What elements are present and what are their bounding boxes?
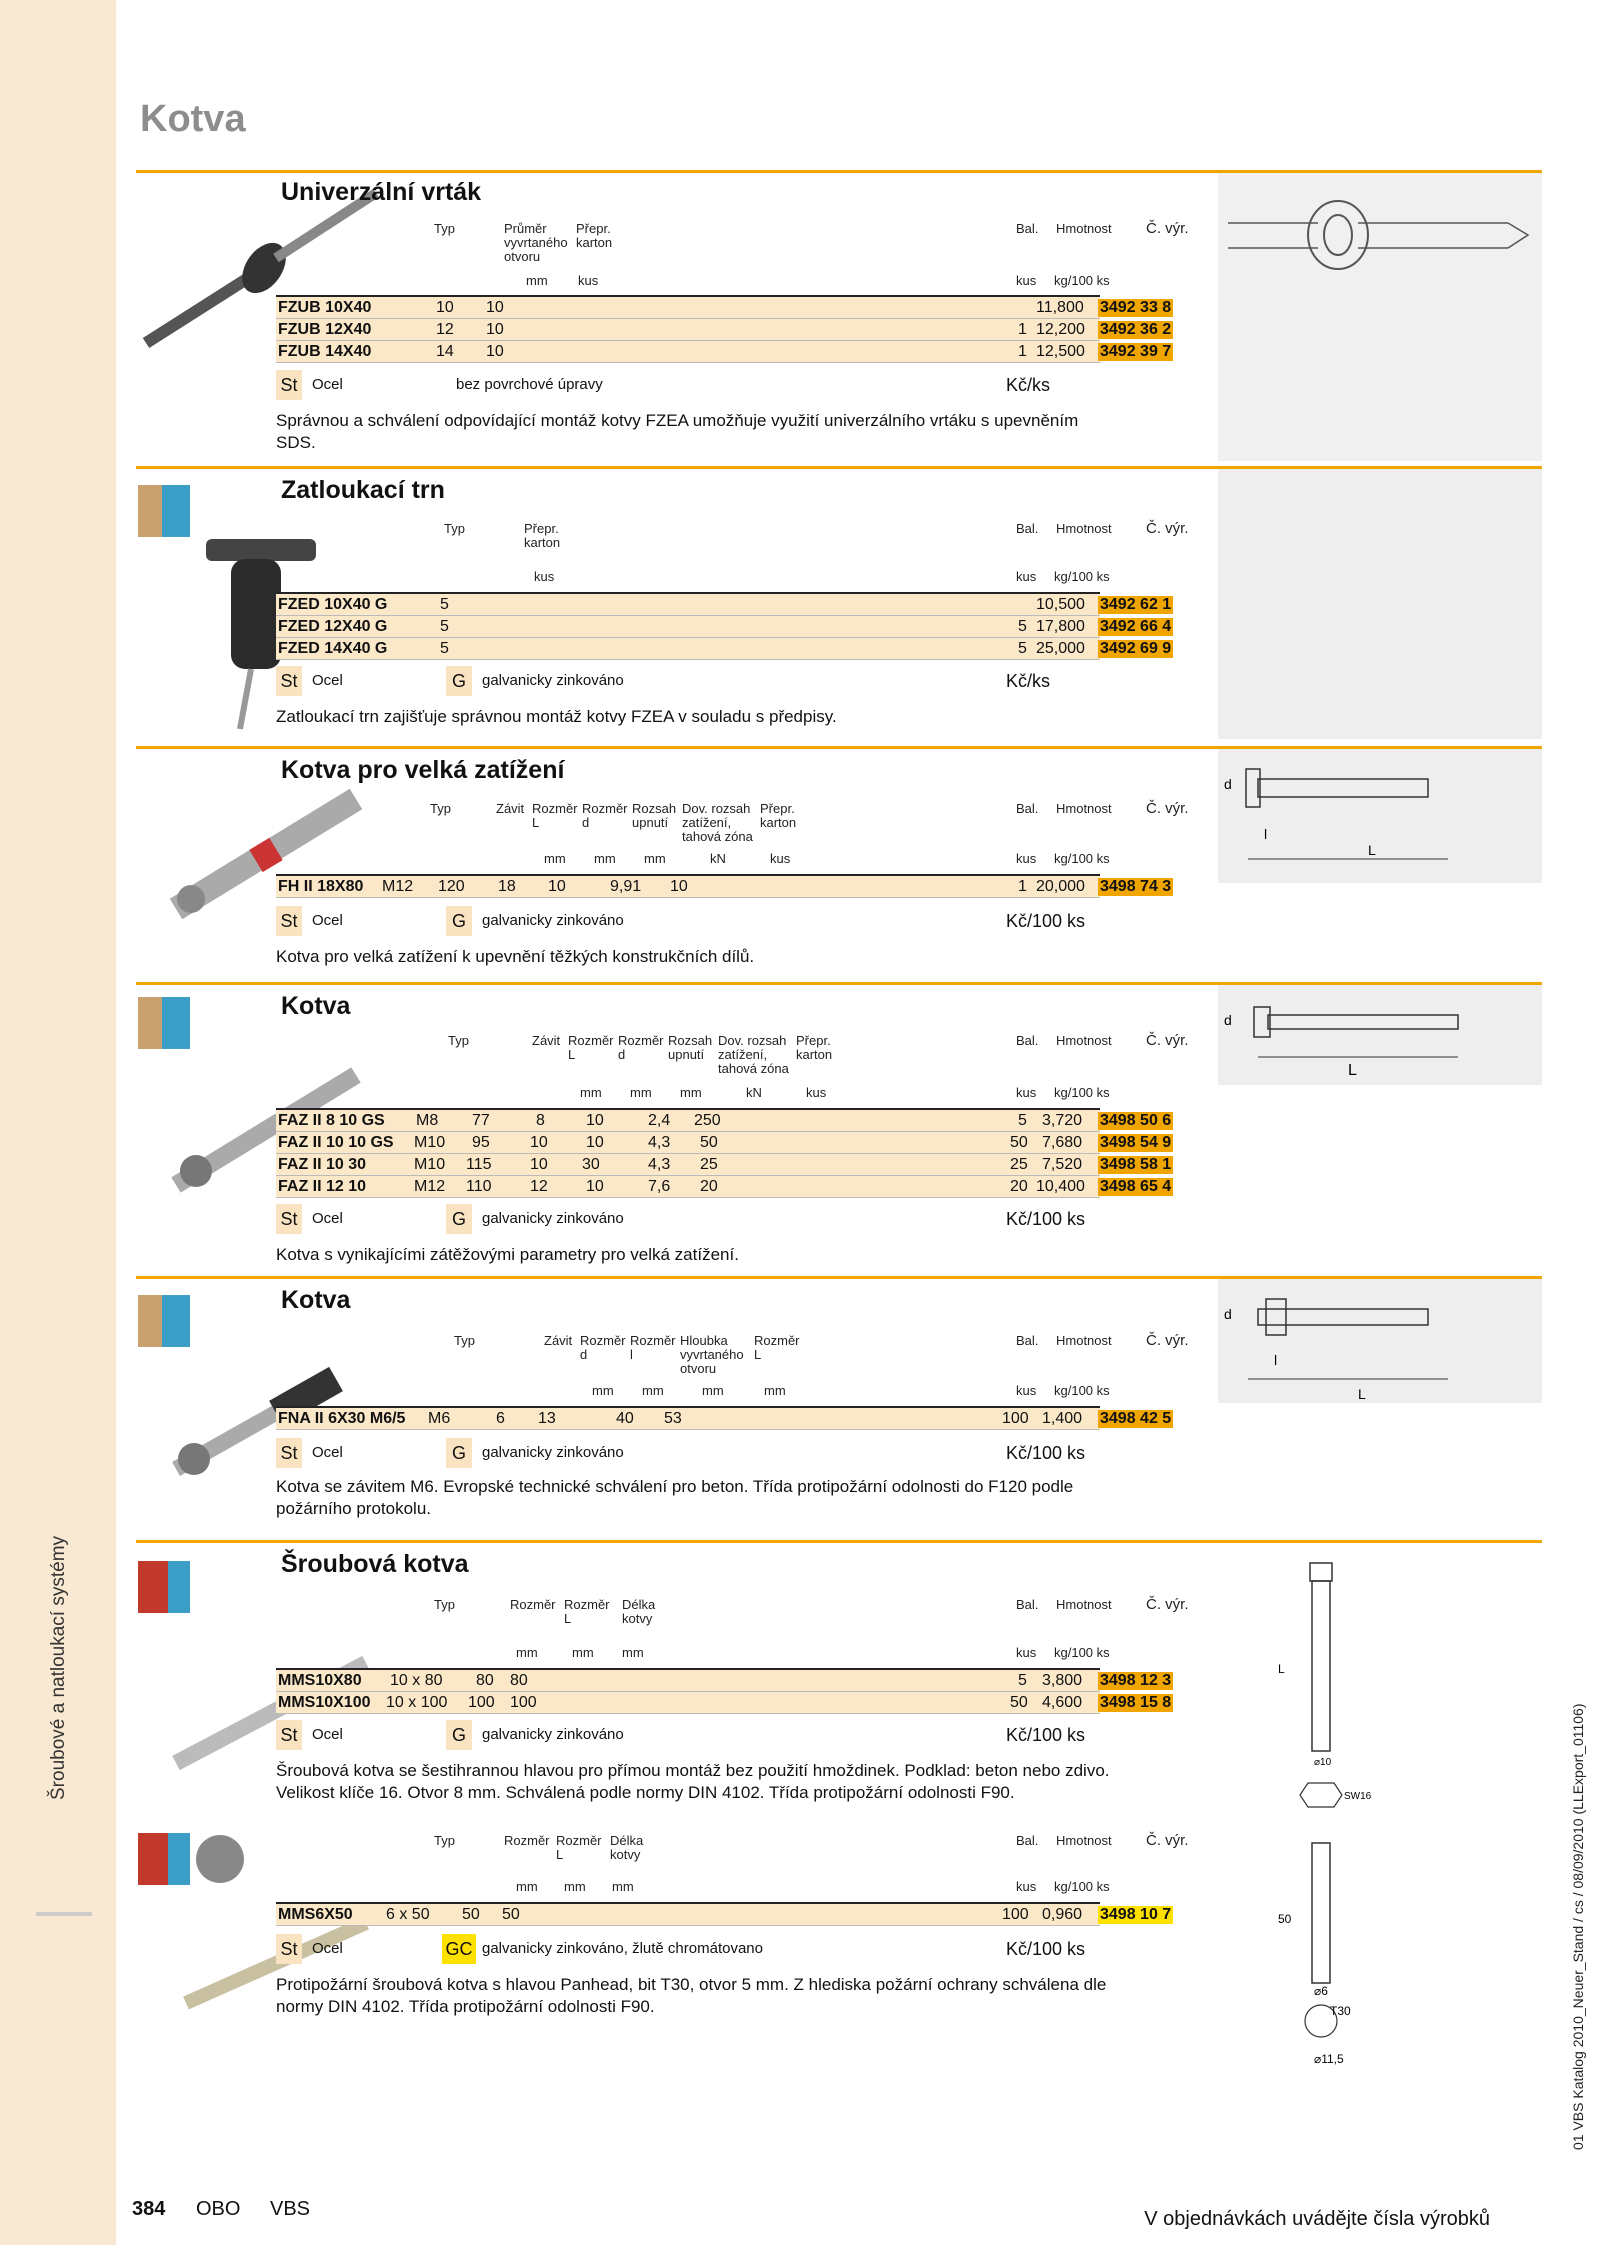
sidebar-marker bbox=[36, 1912, 92, 1916]
unit-kg: kg/100 ks bbox=[1054, 1383, 1110, 1398]
material-text: Ocel bbox=[312, 376, 343, 393]
col-cislo: Č. výr. bbox=[1146, 520, 1189, 537]
material-line bbox=[276, 370, 1100, 404]
unit-kus: kus bbox=[534, 569, 555, 584]
col-cislo: Č. výr. bbox=[1146, 1332, 1189, 1349]
unit-kg: kg/100 ks bbox=[1054, 569, 1110, 584]
surface-text: bez povrchové úpravy bbox=[456, 376, 603, 393]
material-badge: St bbox=[276, 370, 302, 400]
price-unit: Kč/ks bbox=[1006, 375, 1051, 395]
section-title: Kotva pro velká zatížení bbox=[281, 756, 565, 784]
material-badge: St bbox=[276, 666, 302, 696]
col-cislo: Č. výr. bbox=[1146, 1032, 1189, 1049]
dim-label: ⌀6 bbox=[1314, 1984, 1328, 1998]
table-row: MMS10X80 10 x 80 80 80 5 3,800 3498 12 3 bbox=[276, 1670, 1100, 1692]
sidebar-category-label: Šroubové a natloukací systémy bbox=[48, 1535, 69, 1800]
unit-kus: kus bbox=[1016, 1085, 1037, 1100]
table-row: FZED 10X40 G 5 10,500 3492 62 1 bbox=[276, 594, 1100, 616]
col-bal: Bal. bbox=[1016, 1333, 1039, 1348]
unit-mm: mm bbox=[680, 1085, 702, 1100]
col-typ: Typ bbox=[454, 1333, 475, 1348]
surface-badge: GC bbox=[442, 1934, 476, 1964]
product-description: Správnou a schválení odpovídající montáž kotvy FZEA umožňuje využití univerzálního vrtáku s upevněním SDS. bbox=[276, 411, 1079, 452]
unit-mm: mm bbox=[630, 1085, 652, 1100]
col-dov-rozsah: Dov. rozsah zatížení, tahová zóna bbox=[682, 801, 753, 844]
table-row: FZED 14X40 G 5 5 25,000 3492 69 9 bbox=[276, 638, 1100, 660]
dim-label: ⌀10 bbox=[1314, 1757, 1332, 1768]
material-badge: St bbox=[276, 1204, 302, 1234]
material-text: Ocel bbox=[312, 1940, 343, 1957]
col-prumer: Průměr vyvrtaného otvoru bbox=[504, 221, 568, 264]
col-rozmer-L: Rozměr L bbox=[532, 801, 578, 830]
col-karton: Přepr. karton bbox=[796, 1033, 833, 1062]
col-rozmer: Rozměr bbox=[510, 1597, 556, 1612]
unit-mm: mm bbox=[644, 851, 666, 866]
col-bal: Bal. bbox=[1016, 1833, 1039, 1848]
surface-badge: G bbox=[446, 1720, 472, 1750]
dim-label: L bbox=[1278, 1662, 1285, 1676]
col-bal: Bal. bbox=[1016, 221, 1039, 236]
unit-mm: mm bbox=[702, 1383, 724, 1398]
unit-mm: mm bbox=[580, 1085, 602, 1100]
table-row: FAZ II 10 30 M10 115 10 30 4,3 25 25 7,520 3498 58 1 bbox=[276, 1154, 1100, 1176]
material-line bbox=[276, 1204, 1100, 1238]
section-kotva-velka-zatizeni bbox=[136, 746, 1542, 978]
surface-text: galvanicky zinkováno bbox=[482, 912, 624, 929]
price-unit: Kč/ks bbox=[1006, 671, 1051, 691]
col-dov-rozsah: Dov. rozsah zatížení, tahová zóna bbox=[718, 1033, 789, 1076]
col-hmotnost: Hmotnost bbox=[1056, 1597, 1112, 1612]
table-row: FAZ II 8 10 GS M8 77 8 10 2,4 250 5 3,720 3498 50 6 bbox=[276, 1110, 1100, 1132]
dim-label: ⌀11,5 bbox=[1314, 2052, 1344, 2066]
col-hmotnost: Hmotnost bbox=[1056, 1333, 1112, 1348]
catalog-export-label: 01 VBS Katalog 2010_Neuer_Stand / cs / 08/09/2010 (LLExport_01106) bbox=[1570, 1703, 1586, 2150]
col-delka: Délka kotvy bbox=[622, 1597, 656, 1626]
col-rozmer-L: Rozměr L bbox=[754, 1333, 800, 1362]
price-unit: Kč/100 ks bbox=[1006, 1443, 1086, 1463]
material-badge: St bbox=[276, 1720, 302, 1750]
col-zavit: Závit bbox=[544, 1333, 573, 1348]
dim-label: T30 bbox=[1330, 2004, 1351, 2018]
col-cislo: Č. výr. bbox=[1146, 800, 1189, 817]
dim-label: d bbox=[1224, 776, 1232, 792]
wedge-anchor-drawing-icon bbox=[1218, 985, 1542, 1085]
material-line bbox=[276, 666, 1100, 700]
col-typ: Typ bbox=[434, 1597, 455, 1612]
unit-kus: kus bbox=[578, 273, 599, 288]
dim-label: 50 bbox=[1278, 1912, 1292, 1926]
unit-kn: kN bbox=[710, 851, 726, 866]
col-karton: Přepr. karton bbox=[760, 801, 797, 830]
col-hloubka: Hloubka vyvrtaného otvoru bbox=[680, 1333, 744, 1376]
unit-kg: kg/100 ks bbox=[1054, 1085, 1110, 1100]
dim-label: l bbox=[1274, 1352, 1278, 1368]
product-description: Zatloukací trn zajišťuje správnou montáž kotvy FZEA v souladu s předpisy. bbox=[276, 707, 837, 726]
dim-label: L bbox=[1358, 1386, 1366, 1402]
unit-mm: mm bbox=[642, 1383, 664, 1398]
series-label: VBS bbox=[270, 2198, 311, 2220]
material-text: Ocel bbox=[312, 672, 343, 689]
unit-mm: mm bbox=[612, 1879, 634, 1894]
material-badge: St bbox=[276, 906, 302, 936]
col-hmotnost: Hmotnost bbox=[1056, 221, 1112, 236]
surface-badge: G bbox=[446, 906, 472, 936]
product-description: Šroubová kotva se šestihrannou hlavou pro přímou montáž bez použití hmoždinek. Podklad: beton nebo zdivo. Velikost klíče 16. Otvor 8 mm. Schválená podle normy DIN 4102. Třída protipožární odolnosti F90. bbox=[276, 1761, 1110, 1802]
surface-text: galvanicky zinkováno, žlutě chromátovano bbox=[482, 1940, 763, 1957]
col-hmotnost: Hmotnost bbox=[1056, 801, 1112, 816]
table-row: FZUB 10X40 10 10 11,800 3492 33 8 bbox=[276, 297, 1100, 319]
unit-mm: mm bbox=[594, 851, 616, 866]
table-row: FAZ II 10 10 GS M10 95 10 10 4,3 50 50 7,680 3498 54 9 bbox=[276, 1132, 1100, 1154]
surface-text: galvanicky zinkováno bbox=[482, 1444, 624, 1461]
brand-label: OBO bbox=[196, 2198, 241, 2220]
col-typ: Typ bbox=[430, 801, 451, 816]
product-table bbox=[276, 1668, 1172, 1714]
col-hmotnost: Hmotnost bbox=[1056, 1833, 1112, 1848]
table-row: FZUB 14X40 14 10 1 12,500 3492 39 7 bbox=[276, 341, 1100, 363]
col-cislo: Č. výr. bbox=[1146, 220, 1189, 237]
col-rozmer-L: Rozměr L bbox=[568, 1033, 614, 1062]
technical-drawing bbox=[1218, 985, 1542, 1085]
dim-label: d bbox=[1224, 1306, 1232, 1322]
col-rozmer-L: Rozměr L bbox=[556, 1833, 602, 1862]
unit-mm: mm bbox=[516, 1879, 538, 1894]
technical-drawing bbox=[1218, 173, 1542, 461]
product-table bbox=[276, 1108, 1172, 1198]
dim-label: SW16 bbox=[1344, 1791, 1372, 1802]
surface-text: galvanicky zinkováno bbox=[482, 1210, 624, 1227]
section-zatloukaci-trn bbox=[136, 466, 1542, 742]
unit-kus: kus bbox=[1016, 851, 1037, 866]
product-description: Kotva s vynikajícími zátěžovými parametry pro velká zatížení. bbox=[276, 1245, 739, 1264]
technical-drawing bbox=[1218, 1543, 1542, 2083]
section-univerzalni-vrtak bbox=[136, 170, 1542, 462]
unit-kg: kg/100 ks bbox=[1054, 1879, 1110, 1894]
col-hmotnost: Hmotnost bbox=[1056, 521, 1112, 536]
section-title: Kotva bbox=[281, 992, 351, 1020]
technical-drawing bbox=[1218, 1279, 1542, 1403]
unit-kg: kg/100 ks bbox=[1054, 1645, 1110, 1660]
material-badge: St bbox=[276, 1438, 302, 1468]
drill-drawing-icon bbox=[1218, 173, 1542, 461]
surface-badge: G bbox=[446, 1204, 472, 1234]
section-sroubova-kotva bbox=[136, 1540, 1542, 2110]
col-rozmer-d: Rozměr d bbox=[618, 1033, 664, 1062]
material-line bbox=[276, 906, 1100, 940]
dim-label: L bbox=[1368, 842, 1376, 858]
price-unit: Kč/100 ks bbox=[1006, 911, 1086, 931]
table-row: FNA II 6X30 M6/5 M6 6 13 40 53 100 1,400 3498 42 5 bbox=[276, 1408, 1100, 1430]
product-table bbox=[276, 295, 1172, 363]
unit-mm: mm bbox=[572, 1645, 594, 1660]
col-rozmer: Rozměr bbox=[504, 1833, 550, 1848]
section-kotva-faz bbox=[136, 982, 1542, 1272]
dim-label: l bbox=[1264, 826, 1268, 842]
col-typ: Typ bbox=[434, 221, 455, 236]
product-table bbox=[276, 1406, 1172, 1430]
unit-kus: kus bbox=[1016, 273, 1037, 288]
col-cislo: Č. výr. bbox=[1146, 1832, 1189, 1849]
unit-mm: mm bbox=[516, 1645, 538, 1660]
unit-kus: kus bbox=[1016, 1383, 1037, 1398]
col-rozmer-l: Rozměr l bbox=[630, 1333, 676, 1362]
surface-badge: G bbox=[446, 666, 472, 696]
surface-text: galvanicky zinkováno bbox=[482, 1726, 624, 1743]
table-row: FAZ II 12 10 M12 110 12 10 7,6 20 20 10,400 3498 65 4 bbox=[276, 1176, 1100, 1198]
surface-text: galvanicky zinkováno bbox=[482, 672, 624, 689]
col-rozsah: Rozsah upnutí bbox=[632, 801, 677, 830]
product-description: Kotva se závitem M6. Evropské technické schválení pro beton. Třída protipožární odolnosti do F120 podle požárního protokolu. bbox=[276, 1477, 1074, 1518]
section-kotva-fna bbox=[136, 1276, 1542, 1540]
product-description: Protipožární šroubová kotva s hlavou Panhead, bit T30, otvor 5 mm. Z hlediska požární ochrany schválena dle normy DIN 4102. Třída protipožární odolnosti F90. bbox=[276, 1975, 1107, 2016]
product-table bbox=[276, 874, 1172, 898]
col-hmotnost: Hmotnost bbox=[1056, 1033, 1112, 1048]
material-badge: St bbox=[276, 1934, 302, 1964]
unit-kus: kus bbox=[1016, 569, 1037, 584]
unit-mm: mm bbox=[622, 1645, 644, 1660]
section-title: Zatloukací trn bbox=[281, 476, 445, 504]
unit-kus: kus bbox=[1016, 1879, 1037, 1894]
dim-label: L bbox=[1348, 1062, 1357, 1079]
col-bal: Bal. bbox=[1016, 1033, 1039, 1048]
sidebar-band bbox=[0, 0, 116, 2245]
unit-kus: kus bbox=[770, 851, 791, 866]
unit-kn: kN bbox=[746, 1085, 762, 1100]
col-bal: Bal. bbox=[1016, 521, 1039, 536]
col-rozmer-d: Rozměr d bbox=[582, 801, 628, 830]
product-table bbox=[276, 1902, 1172, 1926]
col-typ: Typ bbox=[448, 1033, 469, 1048]
col-typ: Typ bbox=[444, 521, 465, 536]
material-text: Ocel bbox=[312, 1210, 343, 1227]
screw-anchor-drawing-icon bbox=[1218, 1543, 1542, 2083]
unit-mm: mm bbox=[544, 851, 566, 866]
price-unit: Kč/100 ks bbox=[1006, 1209, 1086, 1229]
col-delka: Délka kotvy bbox=[610, 1833, 644, 1862]
price-unit: Kč/100 ks bbox=[1006, 1725, 1086, 1745]
unit-kus: kus bbox=[1016, 1645, 1037, 1660]
table-row: FZED 12X40 G 5 5 17,800 3492 66 4 bbox=[276, 616, 1100, 638]
material-line bbox=[276, 1438, 1100, 1472]
col-typ: Typ bbox=[434, 1833, 455, 1848]
unit-mm: mm bbox=[526, 273, 548, 288]
section-title: Šroubová kotva bbox=[281, 1550, 469, 1578]
table-row: FZUB 12X40 12 10 1 12,200 3492 36 2 bbox=[276, 319, 1100, 341]
unit-mm: mm bbox=[592, 1383, 614, 1398]
unit-kg: kg/100 ks bbox=[1054, 851, 1110, 866]
col-rozsah: Rozsah upnutí bbox=[668, 1033, 713, 1062]
page-title: Kotva bbox=[140, 98, 246, 140]
col-zavit: Závit bbox=[532, 1033, 561, 1048]
unit-kus: kus bbox=[806, 1085, 827, 1100]
material-line bbox=[276, 1720, 1100, 1754]
unit-mm: mm bbox=[764, 1383, 786, 1398]
col-bal: Bal. bbox=[1016, 1597, 1039, 1612]
product-description: Kotva pro velká zatížení k upevnění těžkých konstrukčních dílů. bbox=[276, 947, 755, 966]
heavy-anchor-drawing-icon bbox=[1218, 749, 1542, 883]
ceiling-anchor-drawing-icon bbox=[1218, 1279, 1542, 1403]
surface-badge: G bbox=[446, 1438, 472, 1468]
price-unit: Kč/100 ks bbox=[1006, 1939, 1086, 1959]
unit-kg: kg/100 ks bbox=[1054, 273, 1110, 288]
col-zavit: Závit bbox=[496, 801, 525, 816]
technical-drawing bbox=[1218, 469, 1542, 739]
order-note: V objednávkách uvádějte čísla výrobků bbox=[1144, 2208, 1490, 2230]
dim-label: d bbox=[1224, 1012, 1232, 1028]
technical-drawing bbox=[1218, 749, 1542, 883]
page-number: 384 bbox=[132, 2198, 166, 2220]
material-line bbox=[276, 1934, 1100, 1968]
col-bal: Bal. bbox=[1016, 801, 1039, 816]
material-text: Ocel bbox=[312, 1726, 343, 1743]
table-row: MMS6X50 6 x 50 50 50 100 0,960 3498 10 7 bbox=[276, 1904, 1100, 1926]
col-rozmer-L: Rozměr L bbox=[564, 1597, 610, 1626]
unit-mm: mm bbox=[564, 1879, 586, 1894]
col-rozmer-d: Rozměr d bbox=[580, 1333, 626, 1362]
section-title: Kotva bbox=[281, 1286, 351, 1314]
table-row: MMS10X100 10 x 100 100 100 50 4,600 3498 15 8 bbox=[276, 1692, 1100, 1714]
col-cislo: Č. výr. bbox=[1146, 1596, 1189, 1613]
section-title: Univerzální vrták bbox=[281, 178, 482, 206]
product-table bbox=[276, 592, 1172, 660]
table-row: FH II 18X80 M12 120 18 10 9,91 10 1 20,000 3498 74 3 bbox=[276, 876, 1100, 898]
material-text: Ocel bbox=[312, 1444, 343, 1461]
material-text: Ocel bbox=[312, 912, 343, 929]
col-karton: Přepr. karton bbox=[524, 521, 561, 550]
col-karton: Přepr. karton bbox=[576, 221, 613, 250]
